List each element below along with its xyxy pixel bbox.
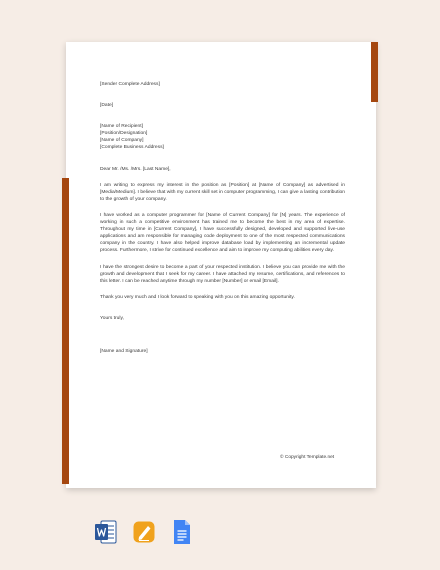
accent-bar-left bbox=[62, 178, 69, 484]
closing: Yours truly, bbox=[100, 315, 124, 321]
sender-address: [Sender Complete Address] bbox=[100, 82, 160, 87]
recipient-address: [Complete Business Address] bbox=[100, 145, 164, 151]
paragraph-2: I have worked as a computer programmer for [Name of Current Company] for [N] years. The experience of working in such a competitive environment has trained me to become the best in my area of expertise. Throughout my time in [Current Company], I have successfully designed, developed and supported live-use applications and am responsible for managing code deployment to one of the most respected communications company in the country. I have also helped improve database load by implementing an incremental update process. Furthermore, I strive for continued excellence and aim to improve my computing abilities every day. bbox=[100, 212, 345, 254]
copyright-text: © Copyright Template.net bbox=[280, 455, 335, 460]
recipient-position: [Position/Designation] bbox=[100, 131, 148, 137]
letter-date: [Date] bbox=[100, 103, 114, 109]
recipient-name: [Name of Recipient] bbox=[100, 124, 143, 130]
accent-bar-right bbox=[371, 42, 378, 102]
word-icon[interactable] bbox=[95, 519, 117, 545]
recipient-company: [Name of Company] bbox=[100, 138, 144, 144]
app-icon-row bbox=[95, 519, 193, 545]
salutation: Dear Mr. /Ms. /Mrs. [Last Name], bbox=[100, 166, 171, 172]
paragraph-3: I have the strongest desire to become a part of your respected institution. I believe you can provide me with the growth and development that I seek for my career. I have attached my resume, certifications, and references to this letter. I can be reached anytime through my number [Number] or email [Email]. bbox=[100, 264, 345, 284]
google-docs-icon[interactable] bbox=[171, 519, 193, 545]
pages-icon[interactable] bbox=[133, 519, 155, 545]
signature: [Name and Signature] bbox=[100, 348, 148, 354]
paragraph-4: Thank you very much and I look forward to speaking with you on this amazing opportunity. bbox=[100, 294, 295, 300]
letter-body bbox=[100, 81, 345, 355]
paragraph-1: I am writing to express my interest in the position as [Position] at [Name of Company] as advertised in [Media/Medium]. I believe that with my current skill set in computer programming, I can give a lasting contribution to the growth of your company. bbox=[100, 182, 345, 202]
